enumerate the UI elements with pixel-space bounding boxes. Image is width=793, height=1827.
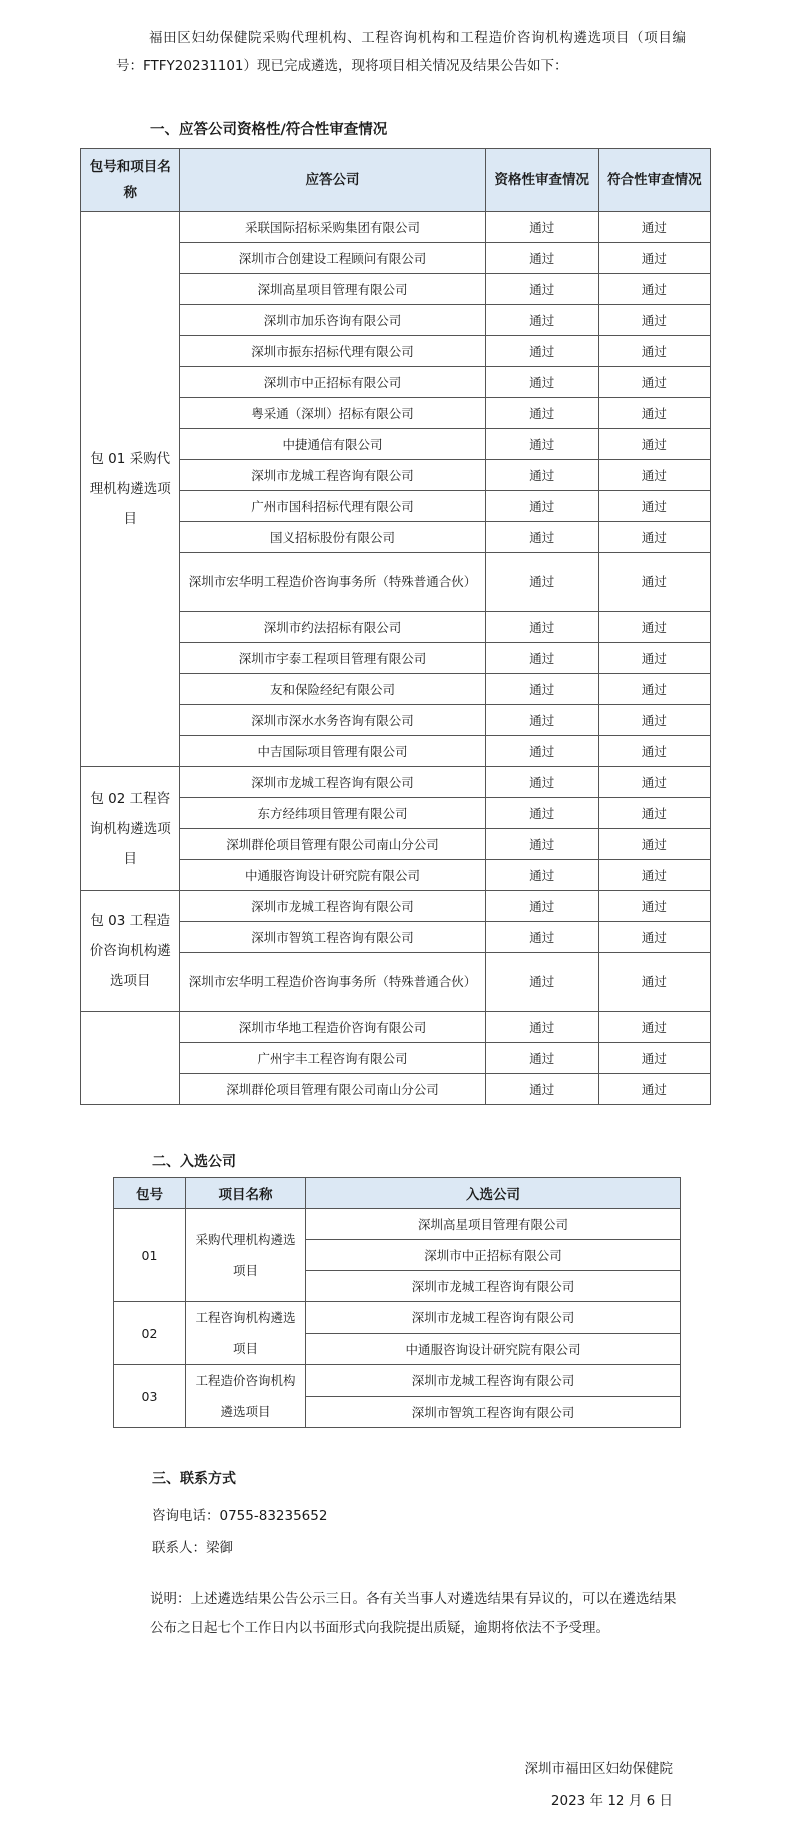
conformity-status: 通过 bbox=[598, 212, 710, 243]
company-name: 深圳市深水水务咨询有限公司 bbox=[180, 705, 485, 736]
package-name: 包 03 工程造价咨询机构遴选项目 bbox=[81, 891, 180, 1012]
selected-company: 深圳市龙城工程咨询有限公司 bbox=[306, 1365, 681, 1397]
conformity-status: 通过 bbox=[598, 736, 710, 767]
table-row bbox=[81, 891, 711, 922]
qualification-status: 通过 bbox=[485, 305, 598, 336]
qualification-status: 通过 bbox=[485, 1012, 598, 1043]
company-name: 广州市国科招标代理有限公司 bbox=[180, 491, 485, 522]
company-name: 采联国际招标采购集团有限公司 bbox=[180, 212, 485, 243]
company-name: 深圳市智筑工程咨询有限公司 bbox=[180, 922, 485, 953]
company-name: 深圳市约法招标有限公司 bbox=[180, 612, 485, 643]
conformity-status: 通过 bbox=[598, 922, 710, 953]
qualification-status: 通过 bbox=[485, 336, 598, 367]
signature-org: 深圳市福田区妇幼保健院 bbox=[524, 1761, 673, 1777]
signature-date: 2023 年 12 月 6 日 bbox=[550, 1793, 673, 1809]
table-row bbox=[81, 767, 711, 798]
conformity-status: 通过 bbox=[598, 767, 710, 798]
package-number: 02 bbox=[114, 1302, 186, 1365]
header-package: 包号和项目名称 bbox=[81, 149, 180, 212]
conformity-status: 通过 bbox=[598, 367, 710, 398]
header-no: 包号 bbox=[114, 1178, 186, 1209]
contact-person: 联系人：梁御 bbox=[152, 1540, 233, 1556]
table-row bbox=[114, 1365, 681, 1397]
table-row bbox=[114, 1302, 681, 1334]
qualification-status: 通过 bbox=[485, 491, 598, 522]
conformity-status: 通过 bbox=[598, 953, 710, 1012]
qualification-status: 通过 bbox=[485, 429, 598, 460]
note-paragraph: 说明：上述遴选结果公告公示三日。各有关当事人对遴选结果有异议的，可以在遴选结果公布之日起七个工作日内以书面形式向我院提出质疑，逾期将依法不予受理。 bbox=[150, 1591, 677, 1636]
qualification-status: 通过 bbox=[485, 736, 598, 767]
review-table-header bbox=[81, 149, 711, 212]
conformity-status: 通过 bbox=[598, 612, 710, 643]
intro-paragraph: 福田区妇幼保健院采购代理机构、工程咨询机构和工程造价咨询机构遴选项目（项目编号：FTFY20231101）现已完成遴选，现将项目相关情况及结果公告如下： bbox=[116, 30, 686, 74]
selected-company: 深圳市智筑工程咨询有限公司 bbox=[306, 1396, 681, 1428]
company-name: 深圳群伦项目管理有限公司南山分公司 bbox=[180, 829, 485, 860]
company-name: 深圳市龙城工程咨询有限公司 bbox=[180, 767, 485, 798]
header-company: 应答公司 bbox=[180, 149, 485, 212]
company-name: 国义招标股份有限公司 bbox=[180, 522, 485, 553]
qualification-status: 通过 bbox=[485, 767, 598, 798]
company-name: 深圳市龙城工程咨询有限公司 bbox=[180, 460, 485, 491]
company-name: 深圳市加乐咨询有限公司 bbox=[180, 305, 485, 336]
package-name: 包 02 工程咨询机构遴选项目 bbox=[81, 767, 180, 891]
conformity-status: 通过 bbox=[598, 1012, 710, 1043]
selected-company: 深圳市龙城工程咨询有限公司 bbox=[306, 1271, 681, 1302]
conformity-status: 通过 bbox=[598, 305, 710, 336]
review-table bbox=[80, 148, 711, 1105]
section1-heading: 一、应答公司资格性/符合性审查情况 bbox=[150, 122, 388, 138]
conformity-status: 通过 bbox=[598, 274, 710, 305]
package-name: 包 01 采购代理机构遴选项目 bbox=[81, 212, 180, 767]
conformity-status: 通过 bbox=[598, 553, 710, 612]
selected-company: 深圳市中正招标有限公司 bbox=[306, 1240, 681, 1271]
selected-company: 深圳高星项目管理有限公司 bbox=[306, 1209, 681, 1240]
project-name: 工程咨询机构遴选项目 bbox=[186, 1302, 306, 1365]
company-name: 深圳市宇泰工程项目管理有限公司 bbox=[180, 643, 485, 674]
conformity-status: 通过 bbox=[598, 891, 710, 922]
company-name: 中吉国际项目管理有限公司 bbox=[180, 736, 485, 767]
qualification-status: 通过 bbox=[485, 643, 598, 674]
conformity-status: 通过 bbox=[598, 860, 710, 891]
project-name: 工程造价咨询机构遴选项目 bbox=[186, 1365, 306, 1428]
company-name: 中捷通信有限公司 bbox=[180, 429, 485, 460]
conformity-status: 通过 bbox=[598, 243, 710, 274]
company-name: 深圳市龙城工程咨询有限公司 bbox=[180, 891, 485, 922]
conformity-status: 通过 bbox=[598, 829, 710, 860]
conformity-status: 通过 bbox=[598, 674, 710, 705]
conformity-status: 通过 bbox=[598, 798, 710, 829]
company-name: 深圳市振东招标代理有限公司 bbox=[180, 336, 485, 367]
table-row bbox=[81, 212, 711, 243]
company-name: 深圳市华地工程造价咨询有限公司 bbox=[180, 1012, 485, 1043]
company-name: 东方经纬项目管理有限公司 bbox=[180, 798, 485, 829]
conformity-status: 通过 bbox=[598, 460, 710, 491]
conformity-status: 通过 bbox=[598, 1043, 710, 1074]
conformity-status: 通过 bbox=[598, 336, 710, 367]
package-name bbox=[81, 1012, 180, 1105]
company-name: 深圳市中正招标有限公司 bbox=[180, 367, 485, 398]
conformity-status: 通过 bbox=[598, 1074, 710, 1105]
package-number: 01 bbox=[114, 1209, 186, 1302]
section3-heading: 三、联系方式 bbox=[152, 1471, 236, 1487]
header-project: 项目名称 bbox=[186, 1178, 306, 1209]
header-conformity: 符合性审查情况 bbox=[598, 149, 710, 212]
company-name: 深圳市宏华明工程造价咨询事务所（特殊普通合伙） bbox=[180, 553, 485, 612]
qualification-status: 通过 bbox=[485, 274, 598, 305]
qualification-status: 通过 bbox=[485, 398, 598, 429]
qualification-status: 通过 bbox=[485, 522, 598, 553]
selected-company: 中通服咨询设计研究院有限公司 bbox=[306, 1333, 681, 1365]
package-number: 03 bbox=[114, 1365, 186, 1428]
company-name: 深圳高星项目管理有限公司 bbox=[180, 274, 485, 305]
qualification-status: 通过 bbox=[485, 212, 598, 243]
company-name: 深圳市宏华明工程造价咨询事务所（特殊普通合伙） bbox=[180, 953, 485, 1012]
qualification-status: 通过 bbox=[485, 922, 598, 953]
selected-table-header bbox=[114, 1178, 681, 1209]
header-selected: 入选公司 bbox=[306, 1178, 681, 1209]
qualification-status: 通过 bbox=[485, 553, 598, 612]
conformity-status: 通过 bbox=[598, 429, 710, 460]
selected-table bbox=[113, 1177, 681, 1428]
company-name: 粤采通（深圳）招标有限公司 bbox=[180, 398, 485, 429]
qualification-status: 通过 bbox=[485, 705, 598, 736]
company-name: 中通服咨询设计研究院有限公司 bbox=[180, 860, 485, 891]
qualification-status: 通过 bbox=[485, 860, 598, 891]
company-name: 深圳市合创建设工程顾问有限公司 bbox=[180, 243, 485, 274]
qualification-status: 通过 bbox=[485, 953, 598, 1012]
qualification-status: 通过 bbox=[485, 243, 598, 274]
qualification-status: 通过 bbox=[485, 460, 598, 491]
conformity-status: 通过 bbox=[598, 398, 710, 429]
qualification-status: 通过 bbox=[485, 674, 598, 705]
company-name: 友和保险经纪有限公司 bbox=[180, 674, 485, 705]
qualification-status: 通过 bbox=[485, 367, 598, 398]
qualification-status: 通过 bbox=[485, 1074, 598, 1105]
qualification-status: 通过 bbox=[485, 798, 598, 829]
company-name: 广州宇丰工程咨询有限公司 bbox=[180, 1043, 485, 1074]
conformity-status: 通过 bbox=[598, 705, 710, 736]
section2-heading: 二、入选公司 bbox=[152, 1154, 236, 1170]
qualification-status: 通过 bbox=[485, 1043, 598, 1074]
contact-phone: 咨询电话：0755-83235652 bbox=[152, 1508, 328, 1524]
qualification-status: 通过 bbox=[485, 612, 598, 643]
table-row bbox=[81, 1012, 711, 1043]
selected-company: 深圳市龙城工程咨询有限公司 bbox=[306, 1302, 681, 1334]
table-row bbox=[114, 1209, 681, 1240]
header-qualification: 资格性审查情况 bbox=[485, 149, 598, 212]
project-name: 采购代理机构遴选项目 bbox=[186, 1209, 306, 1302]
conformity-status: 通过 bbox=[598, 491, 710, 522]
qualification-status: 通过 bbox=[485, 829, 598, 860]
conformity-status: 通过 bbox=[598, 522, 710, 553]
company-name: 深圳群伦项目管理有限公司南山分公司 bbox=[180, 1074, 485, 1105]
conformity-status: 通过 bbox=[598, 643, 710, 674]
qualification-status: 通过 bbox=[485, 891, 598, 922]
